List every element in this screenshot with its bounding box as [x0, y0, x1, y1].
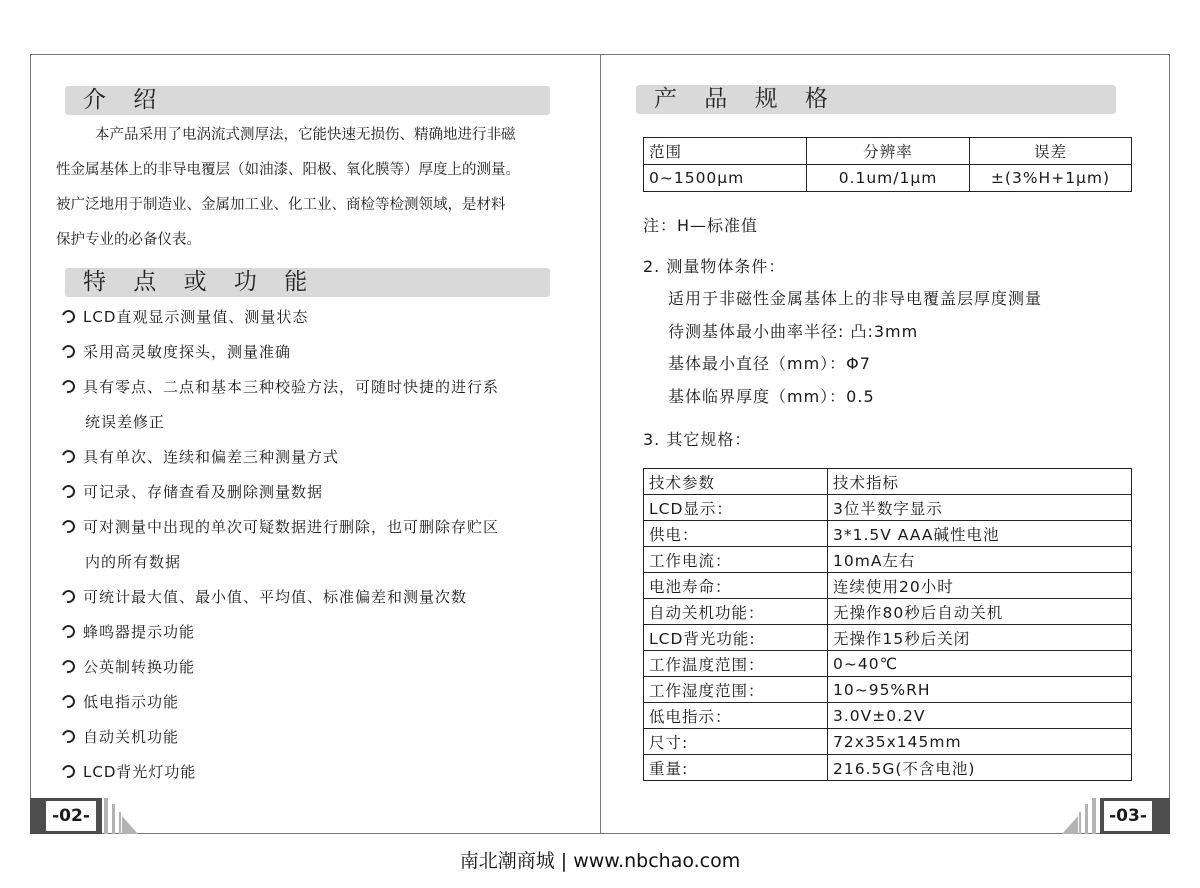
feature-item: [62, 656, 195, 677]
resolution-header-cell: 分辨率: [807, 138, 970, 165]
spec-value-cell: 10~95%RH: [828, 677, 1132, 703]
circle-bullet-icon: [60, 448, 78, 466]
resolution-value-cell: 0.1um/1μm: [807, 165, 970, 192]
table-row: [644, 599, 1132, 625]
table-row: [644, 651, 1132, 677]
intro-line: 保护专业的必备仪表。: [56, 232, 201, 248]
section2-line: 适用于非磁性金属基体上的非导电覆盖层厚度测量: [668, 289, 1043, 308]
spec-value-cell: 0~40℃: [828, 651, 1132, 677]
table-row: [644, 521, 1132, 547]
feature-item: [62, 376, 499, 432]
spec-value-cell: 10mA左右: [828, 547, 1132, 573]
page-number-left: -02-: [46, 801, 96, 831]
spec-parameter-cell: 工作湿度范围：: [644, 677, 828, 703]
table-row: [644, 573, 1132, 599]
feature-text: 具有单次、连续和偏差三种测量方式: [83, 448, 340, 466]
table-row: [644, 625, 1132, 651]
circle-bullet-icon: [60, 308, 78, 326]
circle-bullet-icon: [60, 378, 78, 396]
feature-text: 可记录、存储查看及删除测量数据: [83, 483, 324, 501]
intro-title-bar: [65, 86, 550, 115]
feature-item: [62, 446, 339, 467]
spec-title: 产 品 规 格: [654, 86, 838, 112]
spec-value-cell: 连续使用20小时: [828, 573, 1132, 599]
feature-text: 具有零点、二点和基本三种校验方法，可随时快捷的进行系: [83, 378, 500, 396]
table-row: [644, 547, 1132, 573]
circle-bullet-icon: [60, 763, 78, 781]
feature-item: [62, 481, 323, 502]
circle-bullet-icon: [60, 728, 78, 746]
features-title: 特 点 或 功 能: [83, 269, 318, 295]
section2-line: 基体最小直径（mm）：Φ7: [668, 354, 871, 373]
circle-bullet-icon: [60, 518, 78, 536]
circle-bullet-icon: [60, 623, 78, 641]
decorative-stripe: [119, 812, 121, 834]
decorative-stripe: [104, 798, 108, 834]
spec-value-cell: 3位半数字显示: [828, 495, 1132, 521]
feature-text: 采用高灵敏度探头，测量准确: [83, 343, 292, 361]
feature-item: [62, 516, 499, 572]
spec-parameter-cell: 重量:: [644, 755, 828, 781]
page-number-right: -03-: [1104, 801, 1152, 831]
table-row: [644, 677, 1132, 703]
spec-parameter-cell: 工作电流：: [644, 547, 828, 573]
table-row: [644, 495, 1132, 521]
spec-parameter-cell: LCD显示：: [644, 495, 828, 521]
spec-parameter-cell: 工作温度范围：: [644, 651, 828, 677]
decorative-stripe: [1092, 798, 1096, 834]
feature-text: 可统计最大值、最小值、平均值、标准偏差和测量次数: [83, 588, 468, 606]
error-header-cell: 误差: [970, 138, 1132, 165]
feature-item: [62, 726, 179, 747]
intro-title: 介 绍: [83, 87, 167, 113]
spec-value-cell: 3*1.5V AAA碱性电池: [828, 521, 1132, 547]
table-row: [644, 703, 1132, 729]
footer-text: 南北潮商城 | www.nbchao.com: [459, 850, 741, 872]
error-value-cell: ±(3%H+1μm): [970, 165, 1132, 192]
intro-line: 被广泛地用于制造业、金属加工业、化工业、商检等检测领域，是材料: [56, 197, 506, 213]
spec-title-bar: [636, 85, 1116, 114]
feature-text: 蜂鸣器提示功能: [83, 623, 196, 641]
table-row: [644, 165, 1132, 192]
feature-item: [62, 761, 196, 782]
spec-parameter-cell: 技术参数: [644, 469, 828, 495]
spec-parameter-cell: 电池寿命：: [644, 573, 828, 599]
features-title-bar: [65, 268, 550, 297]
note-text: 注：H—标准值: [643, 216, 759, 235]
decorative-corner: [1062, 816, 1078, 834]
circle-bullet-icon: [60, 343, 78, 361]
feature-text: 低电指示功能: [83, 693, 180, 711]
feature-text: 自动关机功能: [83, 728, 180, 746]
decorative-corner: [122, 816, 138, 834]
spec-value-cell: 3.0V±0.2V: [828, 703, 1132, 729]
table-row: [644, 729, 1132, 755]
feature-text: LCD直观显示测量值、测量状态: [83, 308, 309, 326]
spec-value-cell: 无操作15秒后关闭: [828, 625, 1132, 651]
circle-bullet-icon: [60, 483, 78, 501]
section2-line: 基体临界厚度（mm）：0.5: [668, 387, 875, 406]
spec-value-cell: 72x35x145mm: [828, 729, 1132, 755]
section3-title: 3. 其它规格：: [643, 430, 752, 449]
intro-line: 性金属基体上的非导电覆层（如油漆、阳极、氧化膜等）厚度上的测量。: [56, 162, 520, 178]
feature-text: 公英制转换功能: [83, 658, 196, 676]
section2-title: 2. 测量物体条件：: [643, 257, 786, 276]
feature-item: [62, 691, 179, 712]
table-row: [644, 755, 1132, 781]
spec-value-cell: 216.5G(不含电池): [828, 755, 1132, 781]
intro-line: 本产品采用了电涡流式测厚法，它能快速无损伤、精确地进行非磁: [95, 127, 516, 143]
feature-item: [62, 306, 308, 327]
spec-value-cell: 技术指标: [828, 469, 1132, 495]
table-row: [644, 469, 1132, 495]
spec-parameter-cell: 供电：: [644, 521, 828, 547]
spec-parameter-cell: 尺寸:: [644, 729, 828, 755]
circle-bullet-icon: [60, 658, 78, 676]
feature-item: [62, 621, 195, 642]
circle-bullet-icon: [60, 588, 78, 606]
spec-parameter-cell: LCD背光功能:: [644, 625, 828, 651]
decorative-stripe: [1079, 812, 1081, 834]
range-table: [643, 137, 1132, 192]
intro-paragraph: [56, 118, 570, 258]
feature-item: [62, 341, 291, 362]
decorative-stripe: [112, 804, 115, 834]
circle-bullet-icon: [60, 693, 78, 711]
spec-value-cell: 无操作80秒后自动关机: [828, 599, 1132, 625]
specs-table: [643, 468, 1132, 781]
spec-parameter-cell: 低电指示：: [644, 703, 828, 729]
feature-text: LCD背光灯功能: [83, 763, 197, 781]
feature-text-continued: 内的所有数据: [85, 553, 182, 571]
section2-line: 待测基体最小曲率半径: 凸:3mm: [668, 322, 919, 341]
feature-text: 可对测量中出现的单次可疑数据进行删除，也可删除存贮区: [83, 518, 500, 536]
range-value-cell: 0~1500μm: [644, 165, 807, 192]
page-divider: [600, 54, 601, 834]
range-header-cell: 范围: [644, 138, 807, 165]
table-row: [644, 138, 1132, 165]
feature-item: [62, 586, 467, 607]
decorative-stripe: [1085, 804, 1088, 834]
feature-text-continued: 统误差修正: [85, 413, 166, 431]
spec-parameter-cell: 自动关机功能：: [644, 599, 828, 625]
